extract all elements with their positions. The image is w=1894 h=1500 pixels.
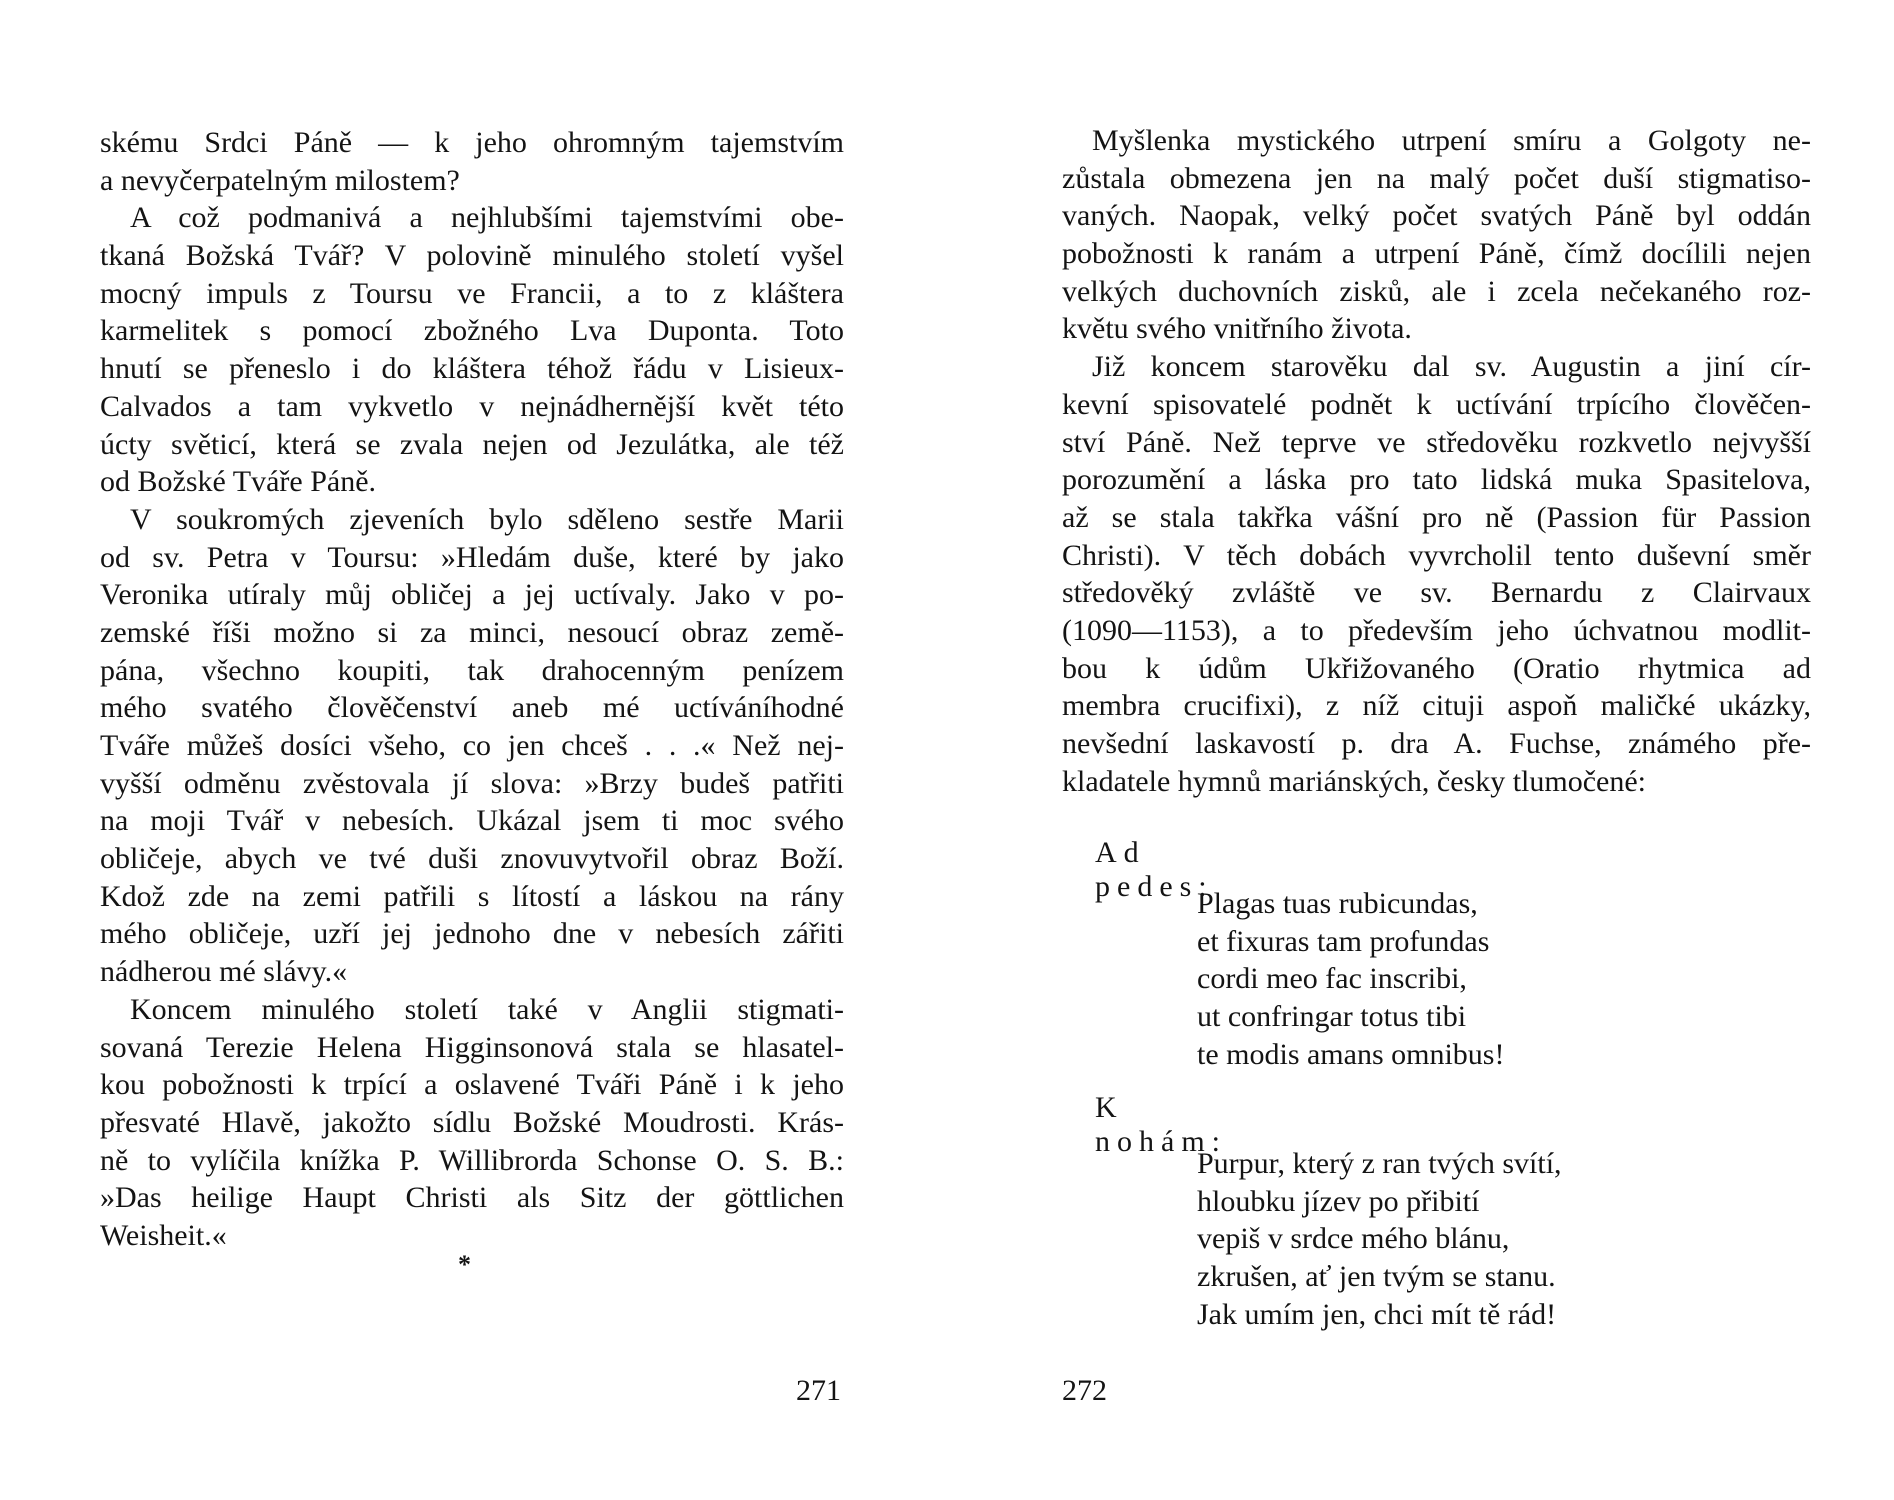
text-line: vyšší odměnu zvěstovala jí slova: »Brzy budeš patřiti bbox=[100, 766, 844, 800]
text-line: až se stala takřka vášní pro ně (Passion für Passion bbox=[1062, 500, 1811, 534]
text-line: karmelitek s pomocí zbožného Lva Duponta. Toto bbox=[100, 314, 844, 348]
paragraph bbox=[100, 501, 844, 991]
text-line: Christi). V těch dobách vyvrcholil tento duševní směr bbox=[1062, 538, 1811, 572]
right-page-text bbox=[1062, 122, 1811, 800]
text-line: Koncem minulého století také v Anglii stigmati- bbox=[130, 992, 844, 1026]
text-line: ně to vylíčila knížka P. Willibrorda Schonse O. S. B.: bbox=[100, 1143, 844, 1177]
verse-line: zkrušen, ať jen tvým se stanu. bbox=[1197, 1260, 1556, 1294]
text-line: vaných. Naopak, velký počet svatých Páně byl oddán bbox=[1062, 199, 1811, 233]
text-line: Veronika utíraly můj obličej a jej uctívaly. Jako v po- bbox=[100, 578, 844, 612]
paragraph bbox=[1062, 348, 1811, 800]
text-line: sovaná Terezie Helena Higginsonová stala se hlasatel- bbox=[100, 1030, 844, 1064]
verse-line: et fixuras tam profundas bbox=[1197, 924, 1490, 958]
text-line: bou k údům Ukřižovaného (Oratio rhytmica ad bbox=[1062, 651, 1811, 685]
text-line: hnutí se přeneslo i do kláštera téhož řádu v Lisieux- bbox=[100, 352, 844, 386]
text-line: »Das heilige Haupt Christi als Sitz der göttlichen bbox=[100, 1181, 844, 1215]
text-line: Weisheit.« bbox=[100, 1218, 227, 1252]
text-line: a nevyčerpatelným milostem? bbox=[100, 163, 460, 197]
verse-heading-latin: Ad pedes: bbox=[1095, 836, 1214, 903]
text-line: mocný impuls z Toursu ve Francii, a to z kláštera bbox=[100, 276, 844, 310]
verse-line: Plagas tuas rubicundas, bbox=[1197, 887, 1478, 920]
text-line: nádherou mé slávy.« bbox=[100, 955, 348, 989]
text-line: kladatele hymnů mariánských, česky tlumočené: bbox=[1062, 764, 1646, 798]
verse-heading-czech: K nohám: bbox=[1095, 1091, 1227, 1158]
paragraph bbox=[100, 991, 844, 1255]
verse-line: Jak umím jen, chci mít tě rád! bbox=[1197, 1297, 1557, 1331]
verse-line: Purpur, který z ran tvých svítí, bbox=[1197, 1147, 1562, 1180]
text-line: obličeje, abych ve tvé duši znovuvytvořil obraz Boží. bbox=[100, 842, 844, 876]
verse-latin bbox=[1197, 885, 1504, 1074]
text-line: velkých duchovních zisků, ale i zcela nečekaného roz- bbox=[1062, 274, 1811, 308]
text-line: od sv. Petra v Toursu: »Hledám duše, které by jako bbox=[100, 540, 844, 574]
verse-line: hloubku jízev po přibití bbox=[1197, 1184, 1480, 1218]
verse-line: te modis amans omnibus! bbox=[1197, 1037, 1505, 1071]
text-line: na moji Tvář v nebesích. Ukázal jsem ti moc svého bbox=[100, 804, 844, 838]
text-line: A což podmanivá a nejhlubšími tajemstvími obe- bbox=[130, 201, 844, 235]
paragraph bbox=[100, 124, 844, 199]
text-line: Myšlenka mystického utrpení smíru a Golgoty ne- bbox=[1092, 124, 1811, 157]
verse-czech bbox=[1197, 1145, 1562, 1334]
text-line: zemské říši možno si za minci, nesoucí obraz země- bbox=[100, 615, 844, 649]
text-line: přesvaté Hlavě, jakožto sídlu Božské Moudrosti. Krás- bbox=[100, 1105, 844, 1139]
text-line: tkaná Božská Tvář? V polovině minulého století vyšel bbox=[100, 239, 844, 273]
text-line: mého obličeje, uzří jej jednoho dne v nebesích zářiti bbox=[100, 917, 844, 951]
text-line: porozumění a láska pro tato lidská muka Spasitelova, bbox=[1062, 463, 1811, 497]
text-line: Calvados a tam vykvetlo v nejnádhernější květ této bbox=[100, 389, 844, 423]
page-number-left: 271 bbox=[796, 1374, 841, 1407]
text-line: membra crucifixi), z níž cituji aspoň maličké ukázky, bbox=[1062, 689, 1811, 723]
paragraph bbox=[1062, 122, 1811, 348]
text-line: mého svatého člověčenství aneb mé uctíváníhodné bbox=[100, 691, 844, 725]
text-line: pána, všechno koupiti, tak drahocenným penízem bbox=[100, 653, 844, 687]
text-line: pobožnosti k ranám a utrpení Páně, čímž docílili nejen bbox=[1062, 237, 1811, 271]
text-line: nevšední laskavostí p. dra A. Fuchse, známého pře- bbox=[1062, 727, 1811, 760]
text-line: kou pobožnosti k trpící a oslavené Tváři Páně i k jeho bbox=[100, 1068, 844, 1102]
section-separator-asterisk: * bbox=[458, 1250, 471, 1279]
paragraph bbox=[100, 199, 844, 501]
text-line: kevní spisovatelé podnět k uctívání trpícího člověčen- bbox=[1062, 387, 1811, 421]
page-number-right: 272 bbox=[1062, 1374, 1107, 1407]
text-line: Tváře můžeš dosíci všeho, co jen chceš . . .« Než nej- bbox=[100, 729, 844, 762]
text-line: středověký zvláště ve sv. Bernardu z Clairvaux bbox=[1062, 576, 1811, 610]
text-line: květu svého vnitřního života. bbox=[1062, 312, 1412, 346]
text-line: ství Páně. Než teprve ve středověku rozkvetlo nejvyšší bbox=[1062, 425, 1811, 459]
text-line: od Božské Tváře Páně. bbox=[100, 465, 377, 499]
left-page-text bbox=[100, 124, 844, 1255]
text-line: skému Srdci Páně — k jeho ohromným tajemstvím bbox=[100, 126, 844, 159]
verse-line: cordi meo fac inscribi, bbox=[1197, 962, 1467, 996]
text-line: (1090—1153), a to především jeho úchvatnou modlit- bbox=[1062, 613, 1811, 647]
text-line: Kdož zde na zemi patřili s lítostí a láskou na rány bbox=[100, 879, 844, 913]
text-line: Již koncem starověku dal sv. Augustin a jiní cír- bbox=[1092, 350, 1811, 384]
verse-line: vepiš v srdce mého blánu, bbox=[1197, 1222, 1510, 1256]
text-line: zůstala obmezena jen na malý počet duší stigmatiso- bbox=[1062, 161, 1811, 195]
verse-line: ut confringar totus tibi bbox=[1197, 1000, 1467, 1034]
text-line: V soukromých zjeveních bylo sděleno sestře Marii bbox=[130, 502, 844, 536]
text-line: úcty světicí, která se zvala nejen od Jezulátka, ale též bbox=[100, 427, 844, 461]
